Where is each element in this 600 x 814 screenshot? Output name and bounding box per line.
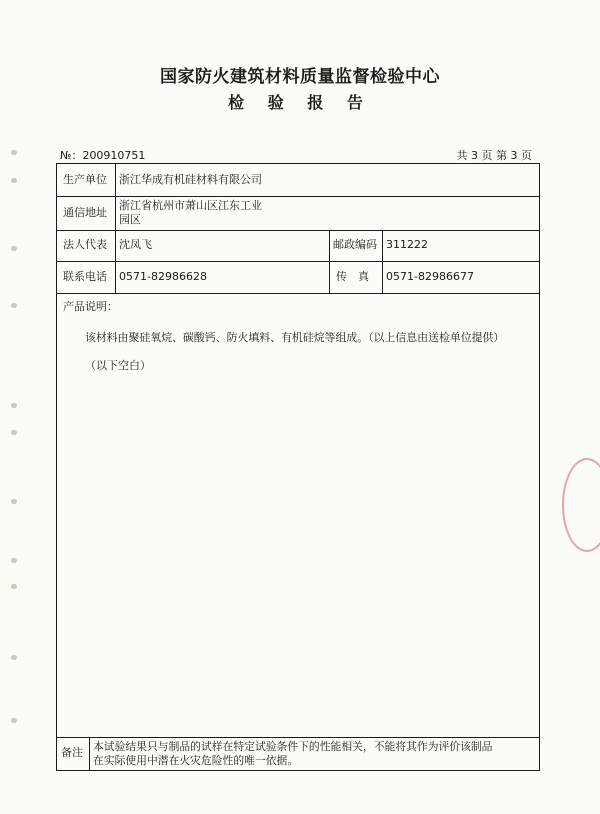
address-line-1: 浙江省杭州市萧山区江东工业 (119, 199, 262, 212)
blank-note: （以下空白） (85, 359, 151, 372)
fax-label: 传 真 (336, 270, 369, 283)
remarks-label: 备注 (61, 746, 83, 759)
binder-hole (11, 430, 17, 435)
column-divider (329, 230, 330, 293)
org-title: 国家防火建筑材料质量监督检验中心 (160, 67, 440, 87)
row-divider (57, 261, 539, 262)
phone-label: 联系电话 (63, 270, 107, 283)
binder-hole (11, 499, 17, 504)
binder-hole (11, 655, 17, 660)
phone-value: 0571-82986628 (119, 270, 207, 283)
page-count: 共 3 页 第 3 页 (456, 149, 532, 162)
legal-rep-value: 沈凤飞 (119, 238, 152, 251)
address-line-2: 园区 (119, 213, 141, 226)
row-divider (57, 230, 539, 231)
binder-hole (11, 403, 17, 408)
seal-stamp (562, 458, 600, 552)
binder-hole (11, 718, 17, 723)
remarks-line-1: 本试验结果只与制品的试样在特定试验条件下的性能相关，不能将其作为评价该制品 (93, 740, 493, 753)
description-label: 产品说明： (63, 300, 118, 313)
binder-hole (11, 584, 17, 589)
remarks-line-2: 在实际使用中潜在火灾危险性的唯一依据。 (93, 754, 299, 767)
binder-hole (11, 246, 17, 251)
column-divider (89, 737, 90, 770)
row-divider (57, 196, 539, 197)
binder-hole (11, 303, 17, 308)
postcode-value: 311222 (386, 238, 428, 251)
address-label: 通信地址 (63, 206, 107, 219)
binder-hole (11, 558, 17, 563)
postcode-label: 邮政编码 (333, 238, 377, 251)
column-divider (115, 164, 116, 293)
legal-rep-label: 法人代表 (63, 238, 107, 251)
binder-hole (11, 178, 17, 183)
producer-value: 浙江华成有机硅材料有限公司 (119, 173, 262, 186)
binder-hole (11, 150, 17, 155)
description-text: 该材料由聚硅氧烷、碳酸钙、防火填料、有机硅烷等组成。（以上信息由送检单位提供） (85, 331, 505, 344)
report-title: 检 验 报 告 (228, 93, 372, 112)
column-divider (382, 230, 383, 293)
report-table (56, 163, 540, 771)
fax-value: 0571-82986677 (386, 270, 474, 283)
producer-label: 生产单位 (63, 173, 107, 186)
row-divider (57, 737, 539, 738)
report-number: №：200910751 (60, 149, 146, 162)
row-divider (57, 293, 539, 294)
